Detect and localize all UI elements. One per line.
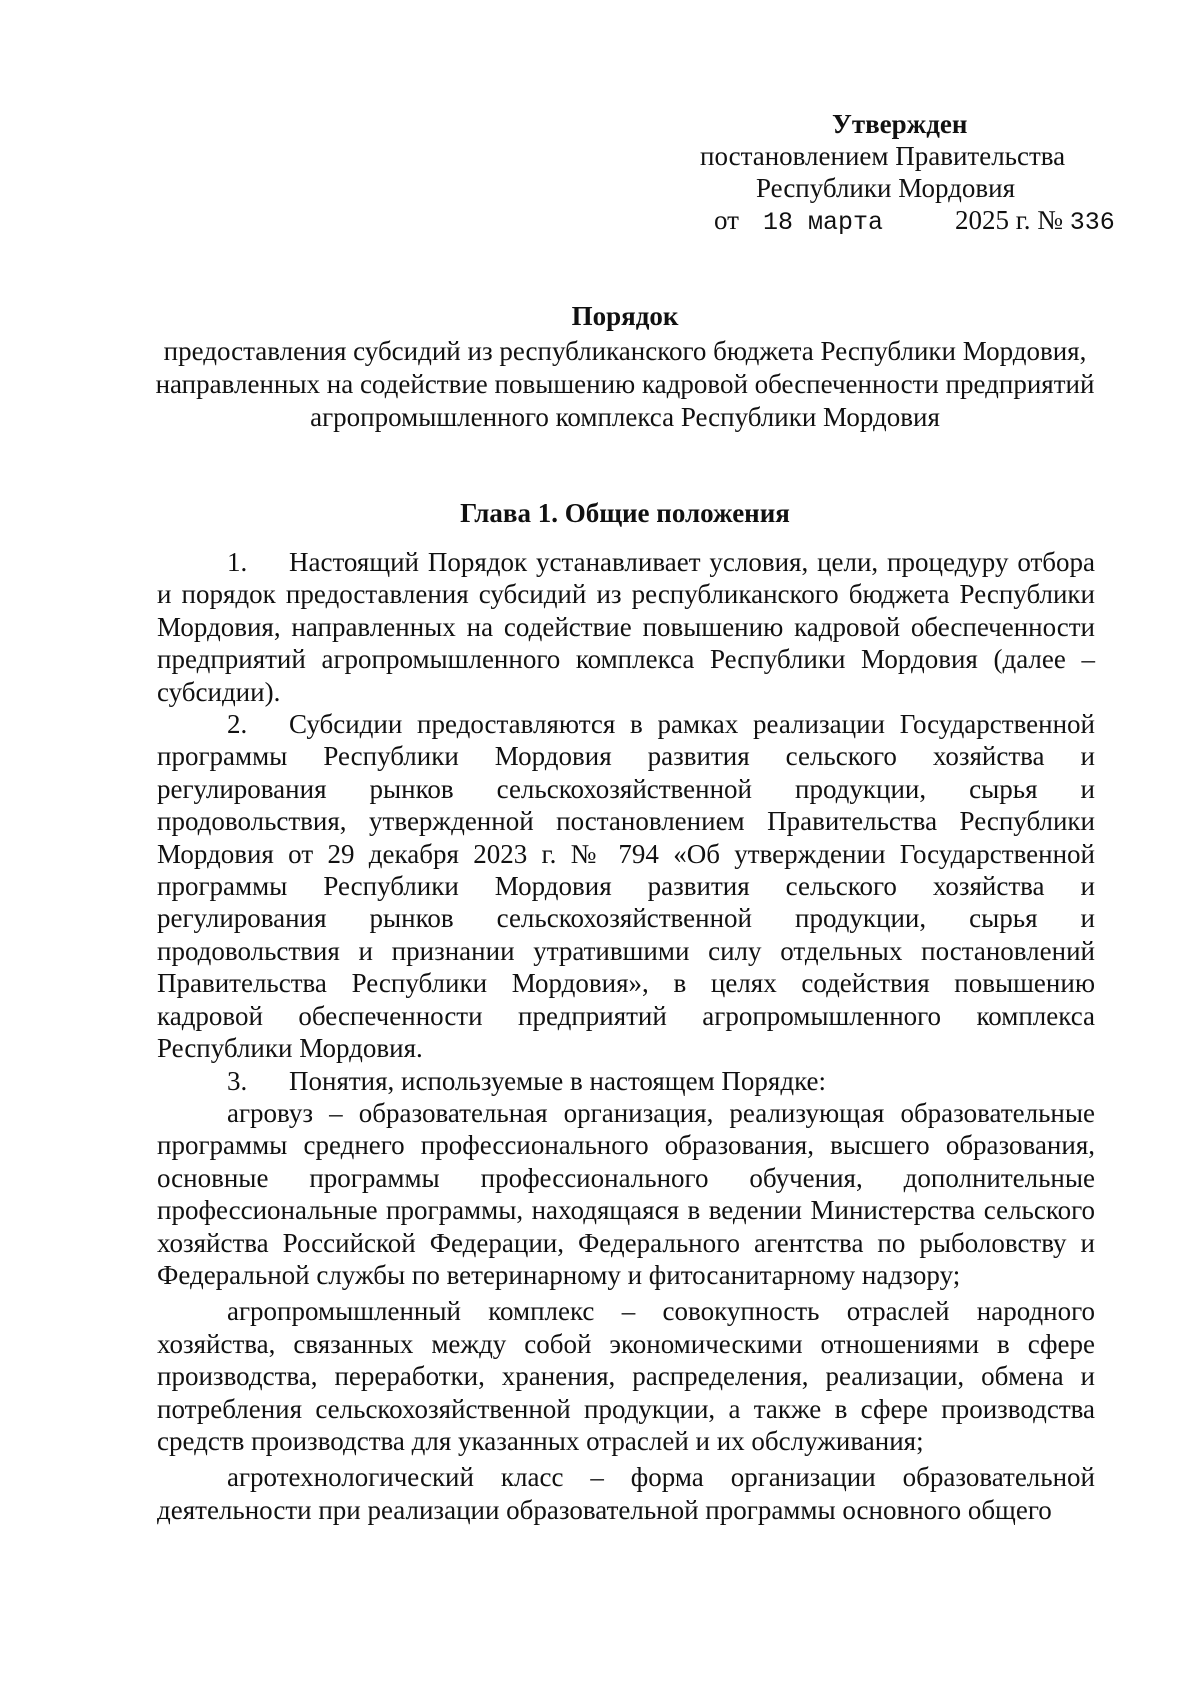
approval-date-prefix: от xyxy=(714,205,739,235)
document-subtitle: предоставления субсидий из республиканского бюджета Республики Мордовия, направленных на содействие повышению кадровой обеспеченности предприятий агропромышленного комплекса Республики Мордовия xyxy=(155,336,1095,432)
approval-line-resolution: постановлением Правительства xyxy=(700,141,1066,171)
approval-number: 336 xyxy=(1069,208,1115,237)
approval-stamp xyxy=(700,108,1140,239)
approval-date-year: 2025 г. № xyxy=(954,205,1064,235)
paragraph-text: Субсидии предоставляются в рамках реализации Государственной программы Республики Мордовия развития сельского хозяйства и регулирования рынков сельскохозяйственной продукции, сырья и продовольствия, утвержденной постановлением Правительства Республики Мордовия от 29 декабря 2023 г. № 794 «Об утверждении Государственной программы Республики Мордовия развития сельского хозяйства и регулирования рынков сельскохозяйственной продукции, сырья и продовольствия и признании утратившими силу отдельных постановлений Правительства Республики Мордовия», в целях содействия повышению кадровой обеспеченности предприятий агропромышленного комплекса Республики Мордовия. xyxy=(157,709,1095,1064)
definition-agroindustrial-complex: агропромышленный комплекс – совокупность отраслей народного хозяйства, связанных между собой экономическими отношениями в сфере производства, переработки, хранения, распределения, реализации, обмена и потребления сельскохозяйственной продукции, а также в сфере производства средств производства для указанных отраслей и их обслуживания; xyxy=(157,1296,1095,1456)
definition-agrotech-class: агротехнологический класс – форма организации образовательной деятельности при реализации образовательной программы основного общего xyxy=(157,1462,1095,1525)
paragraph-text: Понятия, используемые в настоящем Порядке: xyxy=(289,1065,826,1096)
document-heading: Порядок xyxy=(571,301,679,331)
paragraph-text: Настоящий Порядок устанавливает условия, цели, процедуру отбора и порядок предоставления субсидий из республиканского бюджета Республики Мордовия, направленных на содействие повышению кадровой обеспеченности предприятий агропромышленного комплекса Республики Мордовия (далее – субсидии). xyxy=(157,547,1095,707)
paragraph-1 xyxy=(157,546,1095,708)
approval-title: Утвержден xyxy=(832,109,968,139)
definition-agrovuz: агровуз – образовательная организация, реализующая образовательные программы среднего профессионального образования, высшего образования, основные программы профессионального обучения, дополнительные профессиональные программы, находящаяся в ведении Министерства сельского хозяйства Российской Федерации, Федерального агентства по рыболовству и Федеральной службы по ветеринарному и фитосанитарному надзору; xyxy=(157,1097,1095,1290)
approval-line-republic: Республики Мордовия xyxy=(756,173,1016,203)
paragraph-2 xyxy=(157,708,1095,1064)
document-body xyxy=(157,546,1095,1530)
chapter-heading: Глава 1. Общие положения xyxy=(460,498,790,528)
paragraph-3 xyxy=(157,1065,1095,1097)
approval-date-line xyxy=(700,204,1140,239)
approval-date-day-month: 18 марта xyxy=(762,208,883,237)
paragraph-number: 1. xyxy=(227,547,248,577)
document-title xyxy=(150,300,1100,434)
paragraph-number: 2. xyxy=(227,709,248,740)
paragraph-number: 3. xyxy=(227,1065,248,1096)
